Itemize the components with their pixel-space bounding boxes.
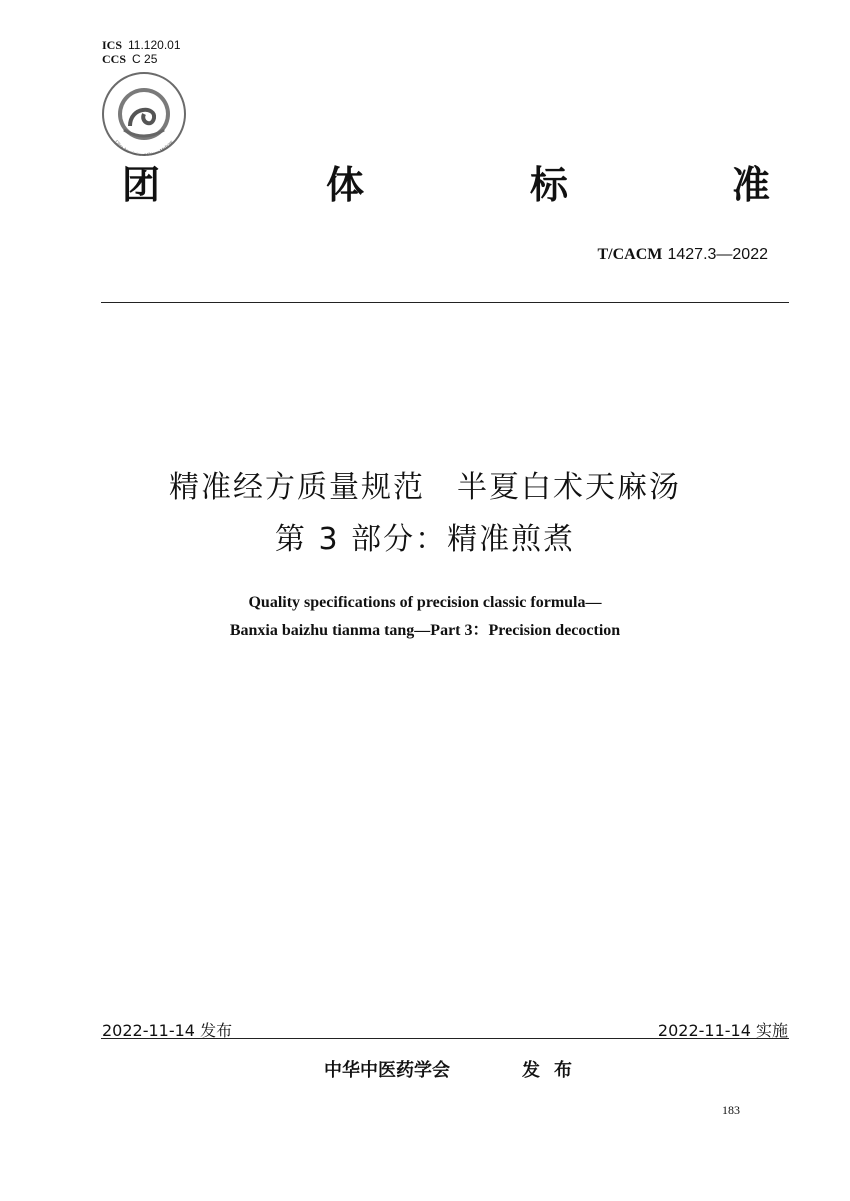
title-line-1: 精准经方质量规范 半夏白术天麻汤 — [169, 470, 681, 505]
svg-text:中华中医药学会: 中华中医药学会 — [112, 77, 176, 101]
english-title-line-2: Banxia baizhu tianma tang—Part 3：Precision decoction — [229, 622, 621, 639]
banner-char-3: 标 — [530, 163, 569, 207]
svg-text:China Association of Chinese M: China Association of Chinese Medicine — [114, 139, 174, 158]
issue-date: 2022-11-14 发布 — [102, 1021, 233, 1040]
classification-codes — [102, 38, 181, 66]
association-logo — [100, 70, 188, 158]
banner-char-4: 准 — [732, 163, 771, 207]
top-divider — [101, 302, 789, 303]
association-logo-emblem — [100, 70, 188, 158]
implementation-date: 2022-11-14 实施 — [657, 1021, 788, 1040]
banner-char-2: 体 — [326, 163, 365, 207]
publisher-action: 发布 — [522, 1060, 586, 1081]
english-title-line-1: Quality specifications of precision classic formula— — [248, 594, 602, 611]
publisher-org: 中华中医药学会 — [324, 1060, 450, 1081]
ics-code: ICS 11.120.01 — [102, 38, 181, 52]
title-line-2: 第 3 部分：精准煎煮 — [274, 522, 576, 557]
ccs-code: CCS C 25 — [102, 52, 158, 66]
standard-number: T/CACM 1427.3—2022 — [597, 246, 768, 263]
bottom-divider — [101, 1038, 789, 1039]
banner-char-1: 团 — [122, 163, 161, 207]
page-number: 183 — [722, 1103, 740, 1117]
